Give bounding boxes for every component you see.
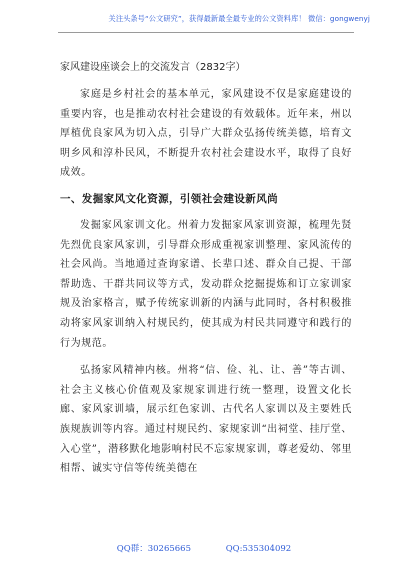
section1-paragraph-1: 发掘家风家训文化。州着力发掘家风家训资源，梳理先贤先烈优良家风家训，引导群众形成重视家训整理、家风流传的社会风尚。当地通过查询家谱、长辈口述、群众自己提、干部帮助选、干群共同议等方式，发动群众挖掘提炼和订立家训家规及治家格言，赋予传统家训新的内涵与此同时，各村积极推动将家风家训纳入村规民约，使其成为村民共同遵守和践行的行为规范。 xyxy=(60,219,352,349)
document-title: 家风建设座谈会上的交流发言（2832字） xyxy=(60,62,246,73)
page-footer xyxy=(0,542,408,554)
section1-paragraph-2: 弘扬家风精神内核。州将“信、俭、礼、让、善”等古训、社会主义核心价值观及家规家训进行统一整理，设置文化长廊、家风家训墙，展示红色家训、古代名人家训以及主要姓氏族规族训等内容。通过村规民约、家规家训“出祠堂、挂厅堂、入心堂”，潜移默化地影响村民不忘家规家训，尊老爱幼、邻里相帮、诚实守信等传统美德在 xyxy=(60,365,352,475)
header-divider xyxy=(58,32,354,33)
document-body xyxy=(60,58,352,487)
intro-paragraph: 家庭是乡村社会的基本单元，家风建设不仅是家庭建设的重要内容，也是推动农村社会建设的有效载体。近年来，州以厚植优良家风为切入点，引导广大群众弘扬传统美德，培育文明乡风和淳朴民风，不断提升农村社会建设水平，取得了良好成效。 xyxy=(60,89,352,179)
section-heading-1: 一、发掘家风文化资源，引领社会建设新风尚 xyxy=(60,192,278,205)
footer-qq: QQ:535304092 xyxy=(225,544,292,554)
footer-qq-group: QQ群：30265665 xyxy=(116,544,191,554)
header-promo-note: 关注头条号“公文研究”，获得最新最全最专业的公文资料库！ 微信：gongwenyj xyxy=(108,14,370,23)
